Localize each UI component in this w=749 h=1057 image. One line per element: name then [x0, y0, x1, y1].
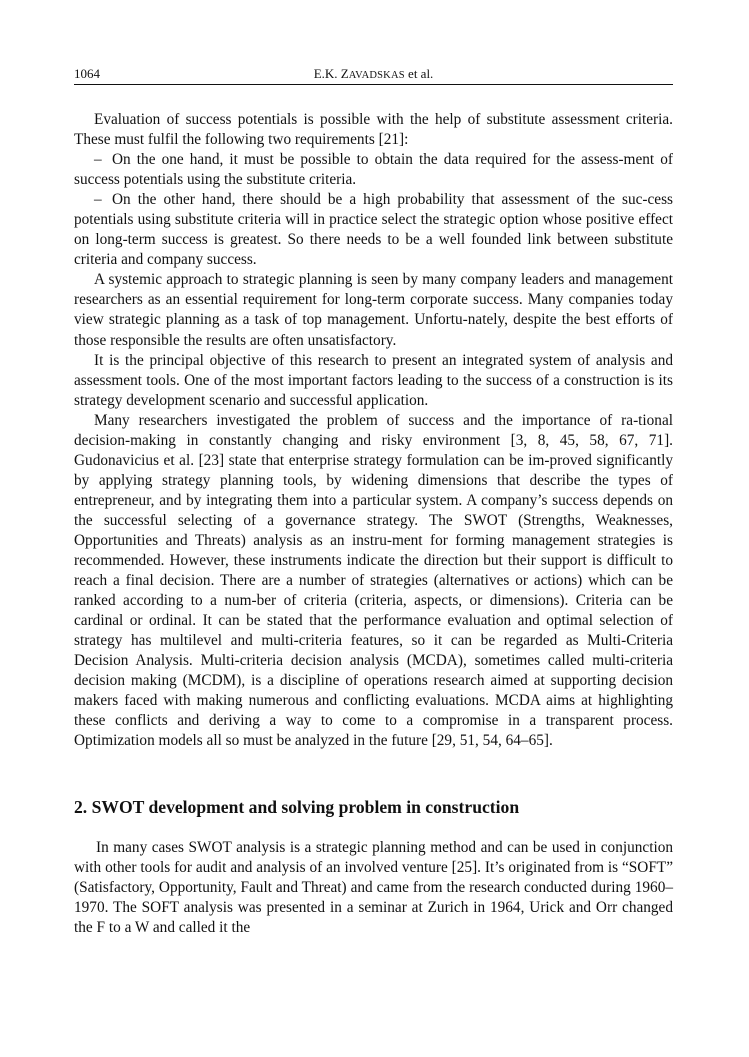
- paragraph: A systemic approach to strategic planning is seen by many company leaders and management researchers as an essential requirement for long-term corporate success. Many companies today view strategic planning as a task of top management. Unfortu-nately, despite the best efforts of those responsible the results are often unsatisfactory.: [74, 271, 673, 349]
- author-suffix: et al.: [404, 66, 434, 81]
- section-heading: 2. SWOT development and solving problem in construction: [74, 797, 520, 817]
- paragraph: In many cases SWOT analysis is a strategic planning method and can be used in conjunction with other tools for audit and analysis of an involved venture [25]. It’s originated from is “SOFT” (Satisfactory, Opportunity, Fault and Threat) and came from the research conducted during 1960–1970. The SOFT analysis was presented in a seminar at Zurich in 1964, Urick and Orr changed the F to a W and called it the: [74, 839, 673, 937]
- list-item: [74, 190, 673, 270]
- paragraph: It is the principal objective of this research to present an integrated system of analysis and assessment tools. One of the most important factors leading to the success of a construction is its strategy development scenario and successful application.: [74, 351, 673, 409]
- running-head: [74, 66, 673, 85]
- section-body-text: [74, 838, 673, 938]
- dash-bullet: –: [94, 151, 102, 169]
- paragraph: Many researchers investigated the problem of success and the importance of ra-tional decision-making in constantly changing and risky environment [3, 8, 45, 58, 67, 71]. Gudonavicius et al. [23] state that enterprise strategy formulation can be im-proved significantly by applying strategy planning tools, by widening dimensions that describe the types of entrepreneur, and by integrating them into a particular system. A company’s success depends on the successful selecting of a governance strategy. The SWOT (Strengths, Weaknesses, Opportunities and Threats) analysis as an instru-ment for forming management strategies is recommended. However, these instruments indicate the direction but their support is difficult to reach a final decision. There are a number of strategies (alternatives or actions) which can be ranked according to a num-ber of criteria (criteria, aspects, or dimensions). Criteria can be cardinal or ordinal. It can be stated that the performance evaluation and optimal selection of strategy has multilevel and multi-criteria features, so it can be regarded as Multi-Criteria Decision Analysis. Multi-criteria decision analysis (MCDA), sometimes called multi-criteria decision making (MCDM), is a discipline of operations research aimed at supporting decision makers faced with making numerous and conflicting evaluations. MCDA aims at highlighting these conflicts and deriving a way to come to a compromise in a transparent process. Optimization models all so must be analyzed in the future [29, 51, 54, 64–65].: [74, 411, 673, 750]
- list-item: [74, 150, 673, 190]
- list-item-text: On the other hand, there should be a high probability that assessment of the suc-cess potentials using substitute criteria will in practice select the strategic option whose positive effect on long-term success is greatest. So there needs to be a well founded link between substitute criteria and company success.: [74, 191, 673, 269]
- author-prefix: E.K. Z: [313, 66, 349, 81]
- running-head-authors: [74, 66, 673, 84]
- author-smallcaps: AVADSKAS: [348, 70, 405, 81]
- list-item-text: On the one hand, it must be possible to obtain the data required for the assess-ment of success potentials using the substitute criteria.: [74, 151, 673, 189]
- dash-bullet: –: [94, 191, 102, 209]
- body-text: [74, 110, 673, 752]
- paragraph: Evaluation of success potentials is possible with the help of substitute assessment criteria. These must fulfil the following two requirements [21]:: [74, 111, 673, 149]
- page-number: 1064: [74, 66, 100, 81]
